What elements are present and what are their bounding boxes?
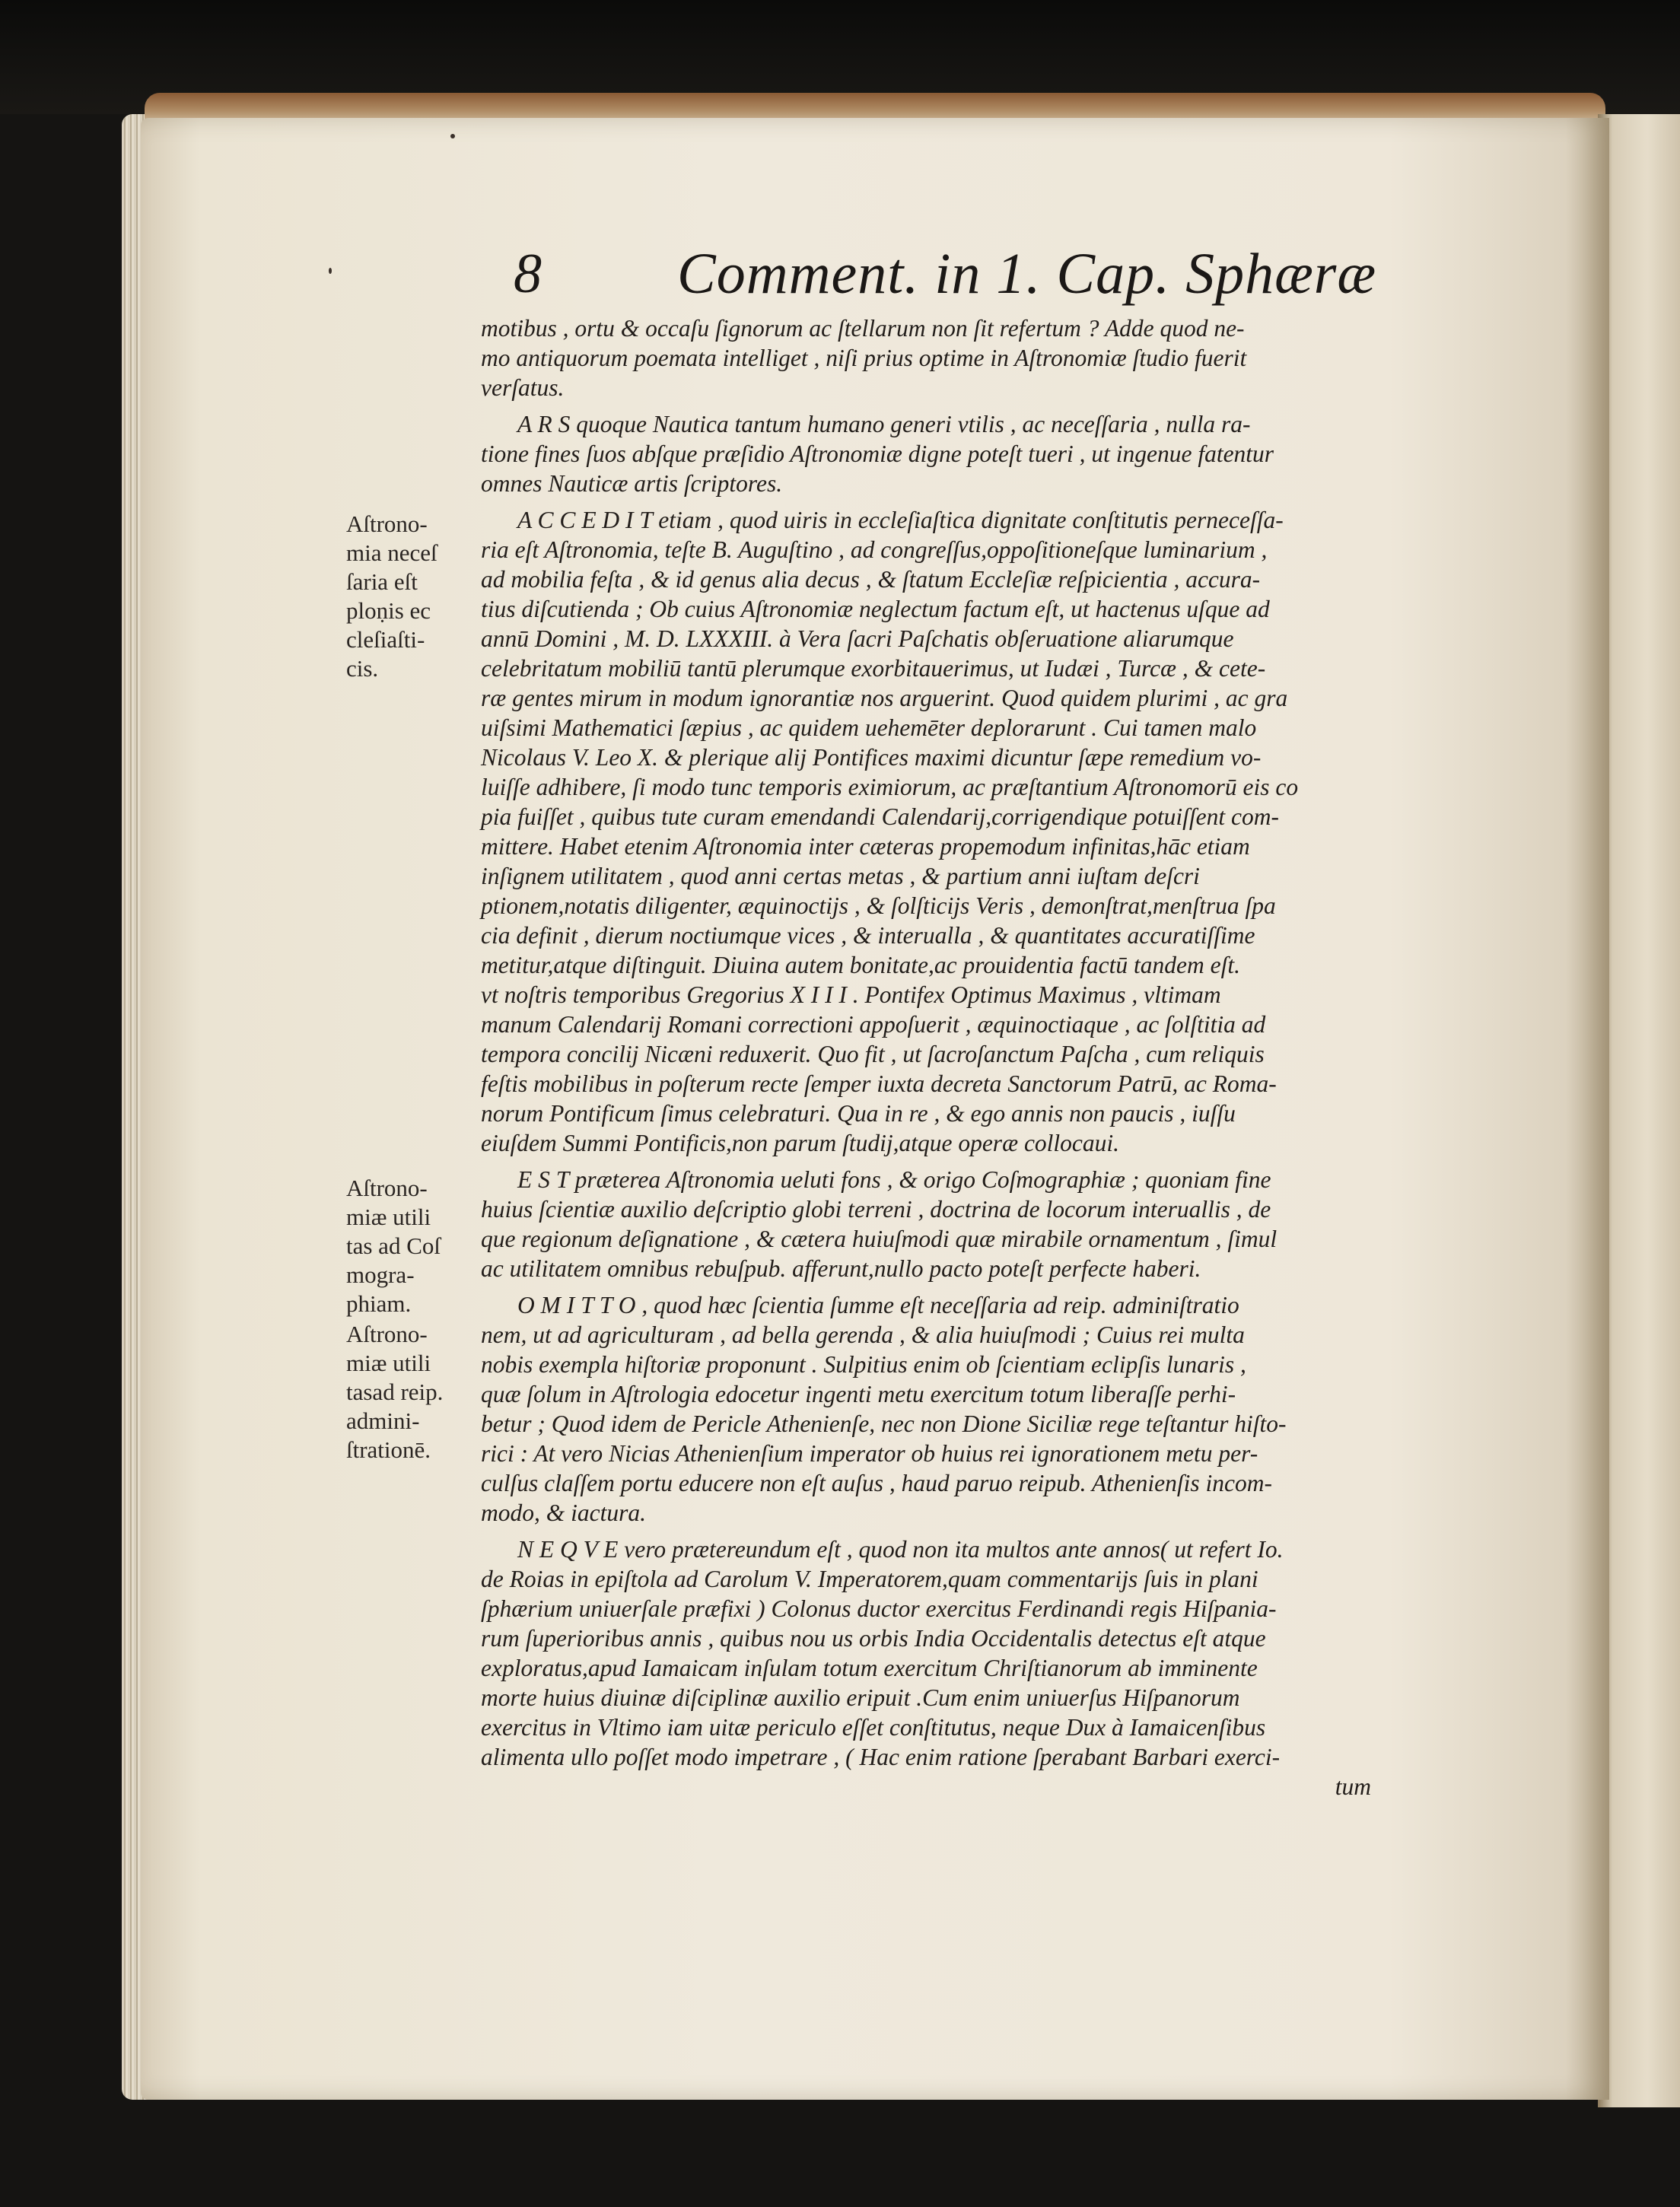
- text-line: vt noſtris temporibus Gregorius X I I I . Pontifex Optimus Maximus , vltimam: [481, 981, 1221, 1008]
- text-line: A R S quoque Nautica tantum humano generi vtilis , ac neceſſaria , nulla ra-: [517, 411, 1251, 437]
- text-line: verſatus.: [481, 374, 565, 401]
- margin-note-astronomy-cosmography: [346, 1174, 479, 1318]
- text-line: nobis exempla hiſtoriæ proponunt . Sulpitius enim ob ſcientiam eclipſis lunaris ,: [481, 1351, 1246, 1378]
- text-line: que regionum deſignatione , & cætera huiuſmodi quæ mirabile ornamentum , ſimul: [481, 1226, 1278, 1252]
- body-text: [481, 313, 1432, 1802]
- text-line: ac utilitatem omnibus rebuſpub. afferunt,nullo pacto poteſt perfecte haberi.: [481, 1255, 1201, 1282]
- margin-note-line: cleſiaſti-: [346, 626, 425, 653]
- text-line: quæ ſolum in Aſtrologia edocetur ingenti metu exercitum totum liberaſſe perhi-: [481, 1381, 1236, 1407]
- margin-note-line: mogra-: [346, 1261, 415, 1288]
- text-line: rum ſuperioribus annis , quibus nou us orbis India Occidentalis detectus eſt atque: [481, 1625, 1266, 1652]
- text-line: omnes Nauticæ artis ſcriptores.: [481, 470, 783, 497]
- text-line: inſignem utilitatem , quod anni certas metas , & partium anni iuſtam deſcri: [481, 863, 1200, 889]
- text-line: luiſſe adhibere, ſi modo tunc temporis eximiorum, ac præſtantium Aſtronomorū eis co: [481, 774, 1299, 800]
- margin-note-line: Aſtrono-: [346, 510, 428, 537]
- margin-note-line: Aſtrono-: [346, 1175, 428, 1201]
- margin-note-line: admini-: [346, 1407, 420, 1434]
- text-line: rici : At vero Nicias Athenienſium imperator ob huius rei ignorationem metu per-: [481, 1440, 1258, 1467]
- margin-note-line: miæ utili: [346, 1350, 431, 1376]
- margin-note-line: ſtrationē.: [346, 1436, 431, 1463]
- text-line: mo antiquorum poemata intelliget , niſi prius optime in Aſtronomiæ ſtudio fuerit: [481, 345, 1247, 371]
- text-line: tempora concilij Nicæni reduxerit. Quo fit , ut ſacroſanctum Paſcha , cum reliquis: [481, 1041, 1265, 1067]
- text-line: A C C E D I T etiam , quod uiris in eccleſiaſtica dignitate conſtitutis perneceſſa-: [517, 507, 1284, 533]
- text-line: ria eſt Aſtronomia, teſte B. Auguſtino , ad congreſſus,oppoſitioneſque luminarium ,: [481, 536, 1268, 563]
- margin-note-line: ſaria eſt: [346, 568, 418, 595]
- text-line: modo, & iactura.: [481, 1499, 646, 1526]
- margin-note-line: tasad reip.: [346, 1379, 444, 1405]
- text-line: celebritatum mobiliū tantū plerumque exorbitauerimus, ut Iudæi , Turcæ , & cete-: [481, 655, 1266, 682]
- text-line: exploratus,apud Iamaicam inſulam totum exercitum Chriſtianorum ab imminente: [481, 1655, 1258, 1681]
- text-line: N E Q V E vero prætereundum eſt , quod non ita multos ante annos( ut refert Io.: [517, 1536, 1284, 1563]
- running-head: Comment. in 1. Cap. Sphæræ: [677, 242, 1377, 306]
- text-line: de Roias in epiſtola ad Carolum V. Imperatorem,quam commentarijs ſuis in plani: [481, 1566, 1258, 1592]
- text-line: annū Domini , M. D. LXXXIII. à Vera ſacri Paſchatis obſeruatione aliarumque: [481, 625, 1234, 652]
- catchword: tum: [1335, 1773, 1371, 1800]
- margin-note-astronomy-administration: [346, 1320, 479, 1464]
- text-line: E S T præterea Aſtronomia ueluti fons , & origo Coſmographiæ ; quoniam fine: [517, 1166, 1271, 1193]
- margin-note-line: tas ad Coſ: [346, 1232, 441, 1259]
- text-line: ræ gentes mirum in modum ignorantiæ nos arguerint. Quod quidem plurimi , ac gra: [481, 685, 1288, 711]
- margin-note-line: mia neceſ: [346, 539, 438, 566]
- text-line: ptionem,notatis diligenter, æquinoctijs , & ſolſticijs Veris , demonſtrat,menſtrua ſpa: [481, 892, 1276, 919]
- text-line: huius ſcientiæ auxilio deſcriptio globi terreni , doctrina de locorum interuallis , de: [481, 1196, 1271, 1223]
- text-line: exercitus in Vltimo iam uitæ periculo eſſet conſtitutus, neque Dux à Iamaicenſibus: [481, 1714, 1266, 1741]
- margin-note-line: cis.: [346, 655, 379, 682]
- text-line: mittere. Habet etenim Aſtronomia inter cæteras propemodum infinitas,hāc etiam: [481, 833, 1250, 860]
- text-line: manum Calendarij Romani correctioni appoſuerit , æquinoctiaque , ac ſolſtitia ad: [481, 1011, 1266, 1038]
- facing-page: [1598, 114, 1680, 2107]
- text-line: motibus , ortu & occaſu ſignorum ac ſtellarum non ſit refertum ? Adde quod ne-: [481, 315, 1245, 342]
- text-line: betur ; Quod idem de Pericle Athenienſe, nec non Dione Siciliæ rege teſtantur hiſto-: [481, 1410, 1287, 1437]
- ink-speck: [329, 268, 332, 274]
- text-line: tione fines ſuos abſque præſidio Aſtronomiæ digne poteſt tueri , ut ingenue fatentur: [481, 440, 1274, 467]
- text-line: Nicolaus V. Leo X. & plerique alij Pontifices maximi dicuntur ſæpe remedium vo-: [481, 744, 1262, 771]
- page-number: 8: [514, 243, 542, 305]
- margin-note-astronomy-ecclesiastics: [346, 510, 479, 683]
- text-line: eiuſdem Summi Pontificis,non parum ſtudij,atque operæ collocaui.: [481, 1130, 1120, 1156]
- text-line: culſus claſſem portu educere non eſt auſus , haud paruo reipub. Athenienſis incom-: [481, 1470, 1272, 1496]
- text-line: morte huius diuinæ diſciplinæ auxilio eripuit .Cum enim uniuerſus Hiſpanorum: [481, 1684, 1240, 1711]
- text-line: cia definit , dierum noctiumque vices , & interualla , & quantitates accuratiſſime: [481, 922, 1255, 949]
- text-line: pia fuiſſet , quibus tute curam emendandi Calendarij,corrigendique potuiſſent com-: [481, 803, 1279, 830]
- text-line: tius diſcutienda ; Ob cuius Aſtronomiæ neglectum factum eſt, ut hactenus uſque ad: [481, 596, 1270, 622]
- text-line: metitur,atque diſtinguit. Diuina autem bonitate,ac prouidentia factū tandem eſt.: [481, 952, 1240, 978]
- text-line: uiſsimi Mathematici ſæpius , ac quidem uehemēter deplorarunt . Cui tamen malo: [481, 714, 1257, 741]
- text-line: alimenta ullo poſſet modo impetrare , ( Hac enim ratione ſperabant Barbari exerci-: [481, 1744, 1281, 1770]
- text-line: ſphærium uniuerſale præfixi ) Colonus ductor exercitus Ferdinandi regis Hiſpania-: [481, 1595, 1277, 1622]
- text-line: norum Pontificum ſimus celebraturi. Qua in re , & ego annis non paucis , iuſſu: [481, 1100, 1236, 1127]
- margin-note-line: ploṇis ec: [346, 597, 431, 624]
- text-line: O M I T T O , quod hæc ſcientia ſumme eſt neceſſaria ad reip. adminiſtratio: [517, 1292, 1239, 1318]
- text-line: ad mobilia feſta , & id genus alia decus , & ſtatum Eccleſiæ reſpicientia , accura-: [481, 566, 1261, 593]
- margin-note-line: Aſtrono-: [346, 1321, 428, 1347]
- margin-note-line: miæ utili: [346, 1204, 431, 1230]
- text-line: nem, ut ad agriculturam , ad bella gerenda , & alia huiuſmodi ; Cuius rei multa: [481, 1321, 1245, 1348]
- margin-note-line: phiam.: [346, 1290, 412, 1317]
- text-line: feſtis mobilibus in poſterum recte ſemper iuxta decreta Sanctorum Patrū, ac Roma-: [481, 1070, 1277, 1097]
- ink-speck: [450, 134, 455, 138]
- page-header: [514, 236, 1427, 320]
